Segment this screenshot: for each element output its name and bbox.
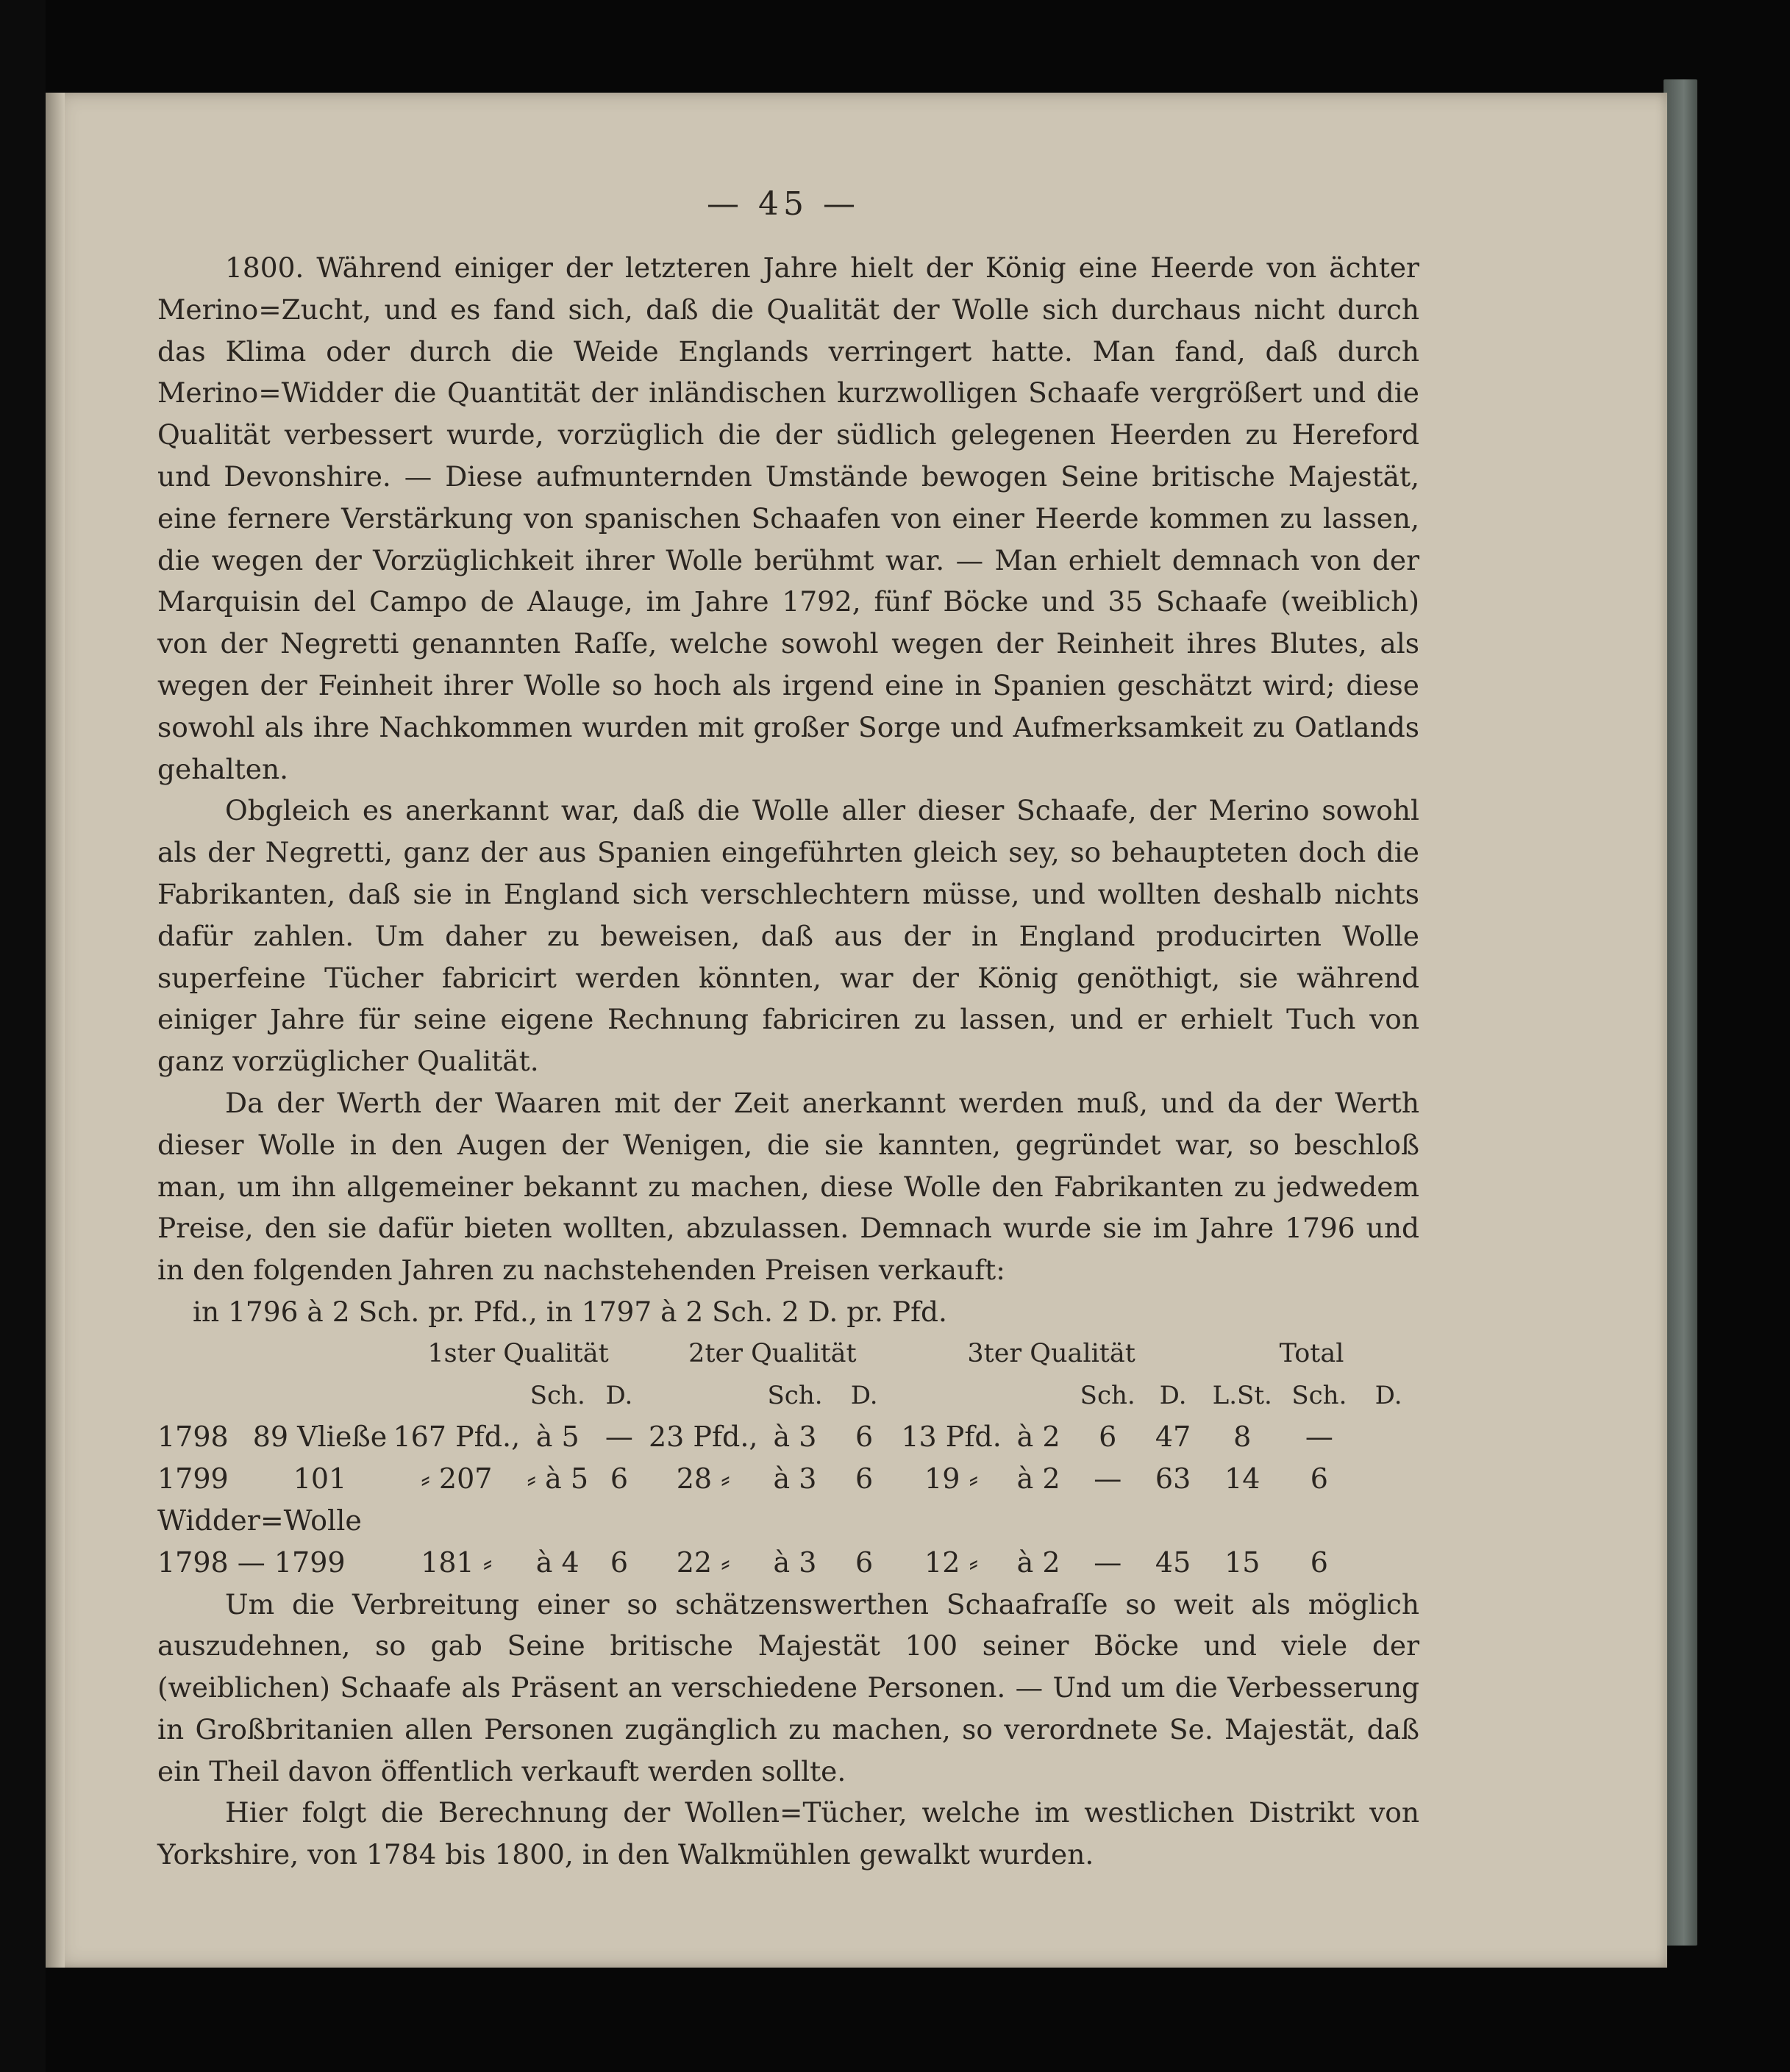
- paragraph-2: Obgleich es anerkannt war, daß die Wolle aller dieser Schaafe, der Merino sowohl als der Negretti, ganz der aus Spanien eingeführten gleich sey, so behaupteten doch die Fabrikanten, daß sie in England sich verschlechtern müsse, und wollten deshalb nichts dafür zahlen. Um daher zu beweisen, daß aus der in England producirten Wolle superfeine Tücher fabricirt werden könnten, war der König genöthigt, sie während einiger Jahre für seine eigene Rechnung fabriciren zu lassen, und er erhielt Tuch von ganz vorzüglicher Qualität.: [157, 794, 1419, 1078]
- table-cell: —: [605, 1421, 633, 1454]
- table-cell: 6: [855, 1421, 874, 1454]
- subheader-cell: D.: [605, 1380, 633, 1410]
- wool-sales-table: [157, 1333, 1419, 1584]
- subheader-cell: Sch.: [1080, 1380, 1135, 1410]
- subheader-cell: D.: [1159, 1380, 1187, 1410]
- price-line: in 1796 à 2 Sch. pr. Pfd., in 1797 à 2 Sch. 2 D. pr. Pfd.: [193, 1295, 947, 1328]
- table-subheader-row: [157, 1375, 1419, 1417]
- table-cell: 1798 — 1799: [157, 1546, 346, 1579]
- table-cell: —: [1305, 1421, 1333, 1454]
- table-cell: à 2: [1016, 1546, 1060, 1579]
- table-row: [157, 1542, 1419, 1584]
- table-cell: 101: [293, 1462, 347, 1496]
- table-cell: 1798: [157, 1421, 229, 1454]
- table-cell: 22 ⸗: [676, 1546, 730, 1579]
- table-cell: 12 ⸗: [924, 1546, 979, 1579]
- section-label: Widder=Wolle: [157, 1504, 362, 1537]
- table-cell: 19 ⸗: [924, 1462, 979, 1496]
- table-cell: 63: [1155, 1462, 1191, 1496]
- table-cell: 167 Pfd.,: [393, 1421, 521, 1454]
- table-cell: à 3: [773, 1462, 817, 1496]
- table-cell: à 2: [1016, 1421, 1060, 1454]
- table-cell: —: [1094, 1462, 1122, 1496]
- table-cell: à 3: [773, 1546, 817, 1579]
- paragraph-5: Hier folgt die Berechnung der Wollen=Tücher, welche im westlichen Distrikt von Yorkshire, von 1784 bis 1800, in den Walkmühlen gewalkt wurden.: [157, 1796, 1419, 1871]
- subheader-cell: D.: [1374, 1380, 1402, 1410]
- page-gutter: [46, 93, 65, 1968]
- page-number: — 45 —: [707, 185, 860, 223]
- table-cell: à 4: [535, 1546, 580, 1579]
- table-cell: 6: [855, 1546, 874, 1579]
- paragraph-4: Um die Verbreitung einer so schätzenswerthen Schaafraſſe so weit als möglich auszudehnen, so gab Seine britische Majestät 100 seiner Böcke und viele der (weiblichen) Schaafe als Präsent an verschiedene Personen. — Und um die Verbesserung in Großbritanien allen Personen zugänglich zu machen, so verordnete Se. Majestät, daß ein Theil davon öffentlich verkauft werden sollte.: [157, 1587, 1419, 1787]
- table-cell: 15: [1224, 1546, 1261, 1579]
- header-total: Total: [1279, 1338, 1344, 1368]
- subheader-cell: Sch.: [767, 1380, 823, 1410]
- subheader-cell: Sch.: [529, 1380, 585, 1410]
- table-header-row: [157, 1333, 1419, 1375]
- table-cell: à 3: [773, 1421, 817, 1454]
- table-cell: ⸗ 207: [421, 1462, 493, 1496]
- table-row: [157, 1458, 1419, 1500]
- scan-shadow-left: [0, 0, 46, 2072]
- paragraph-3: Da der Werth der Waaren mit der Zeit anerkannt werden muß, und da der Werth dieser Wolle in den Augen der Wenigen, die sie kannten, gegründet war, so beschloß man, um ihn allgemeiner bekannt zu machen, diese Wolle den Fabrikanten zu jedwedem Preise, den sie dafür bieten wollten, abzulassen. Demnach wurde sie im Jahre 1796 und in den folgenden Jahren zu nachstehenden Preisen verkauft:: [157, 1086, 1419, 1287]
- table-cell: 6: [610, 1462, 629, 1496]
- table-cell: 181 ⸗: [421, 1546, 493, 1579]
- table-section-label-row: [157, 1500, 1419, 1542]
- table-cell: 6: [610, 1546, 629, 1579]
- table-cell: à 5: [535, 1421, 580, 1454]
- book-cover-edge: [1664, 79, 1697, 1946]
- header-third-quality: 3ter Qualität: [967, 1338, 1135, 1368]
- table-cell: 6: [855, 1462, 874, 1496]
- header-first-quality: 1ster Qualität: [427, 1338, 609, 1368]
- subheader-cell: Sch.: [1291, 1380, 1347, 1410]
- page-body: [157, 247, 1419, 1876]
- table-cell: 89 Vließe: [252, 1421, 388, 1454]
- table-cell: 23 Pfd.,: [648, 1421, 758, 1454]
- table-cell: 8: [1233, 1421, 1252, 1454]
- table-cell: à 2: [1016, 1462, 1060, 1496]
- table-cell: 6: [1310, 1462, 1328, 1496]
- table-cell: 14: [1224, 1462, 1261, 1496]
- subheader-cell: L.St.: [1212, 1380, 1272, 1410]
- table-cell: ⸗ à 5: [527, 1462, 589, 1496]
- table-cell: 47: [1155, 1421, 1191, 1454]
- subheader-cell: D.: [850, 1380, 878, 1410]
- header-second-quality: 2ter Qualität: [688, 1338, 857, 1368]
- table-cell: 6: [1310, 1546, 1328, 1579]
- table-cell: 1799: [157, 1462, 229, 1496]
- table-cell: 13 Pfd.: [901, 1421, 1002, 1454]
- table-cell: 45: [1155, 1546, 1191, 1579]
- table-cell: —: [1094, 1546, 1122, 1579]
- table-row: [157, 1416, 1419, 1458]
- paragraph-1: 1800. Während einiger der letzteren Jahre hielt der König eine Heerde von ächter Merino=Zucht, und es fand sich, daß die Qualität der Wolle sich durchaus nicht durch das Klima oder durch die Weide Englands verringert hatte. Man fand, daß durch Merino=Widder die Quantität der inländischen kurzwolligen Schaafe vergrößert und die Qualität verbessert wurde, vorzüglich die der südlich gelegenen Heerden zu Hereford und Devonshire. — Diese aufmunternden Umstände bewogen Seine britische Majestät, eine fernere Verstärkung von spanischen Schaafen von einer Heerde kommen zu lassen, die wegen der Vorzüglichkeit ihrer Wolle berühmt war. — Man erhielt demnach von der Marquisin del Campo de Alauge, im Jahre 1792, fünf Böcke und 35 Schaafe (weiblich) von der Negretti genannten Raſſe, welche sowohl wegen der Reinheit ihres Blutes, als wegen der Feinheit ihrer Wolle so hoch als irgend eine in Spanien geschätzt wird; diese sowohl als ihre Nachkommen wurden mit großer Sorge und Aufmerksamkeit zu Oatlands gehalten.: [157, 251, 1419, 785]
- table-cell: 6: [1099, 1421, 1117, 1454]
- table-cell: 28 ⸗: [676, 1462, 730, 1496]
